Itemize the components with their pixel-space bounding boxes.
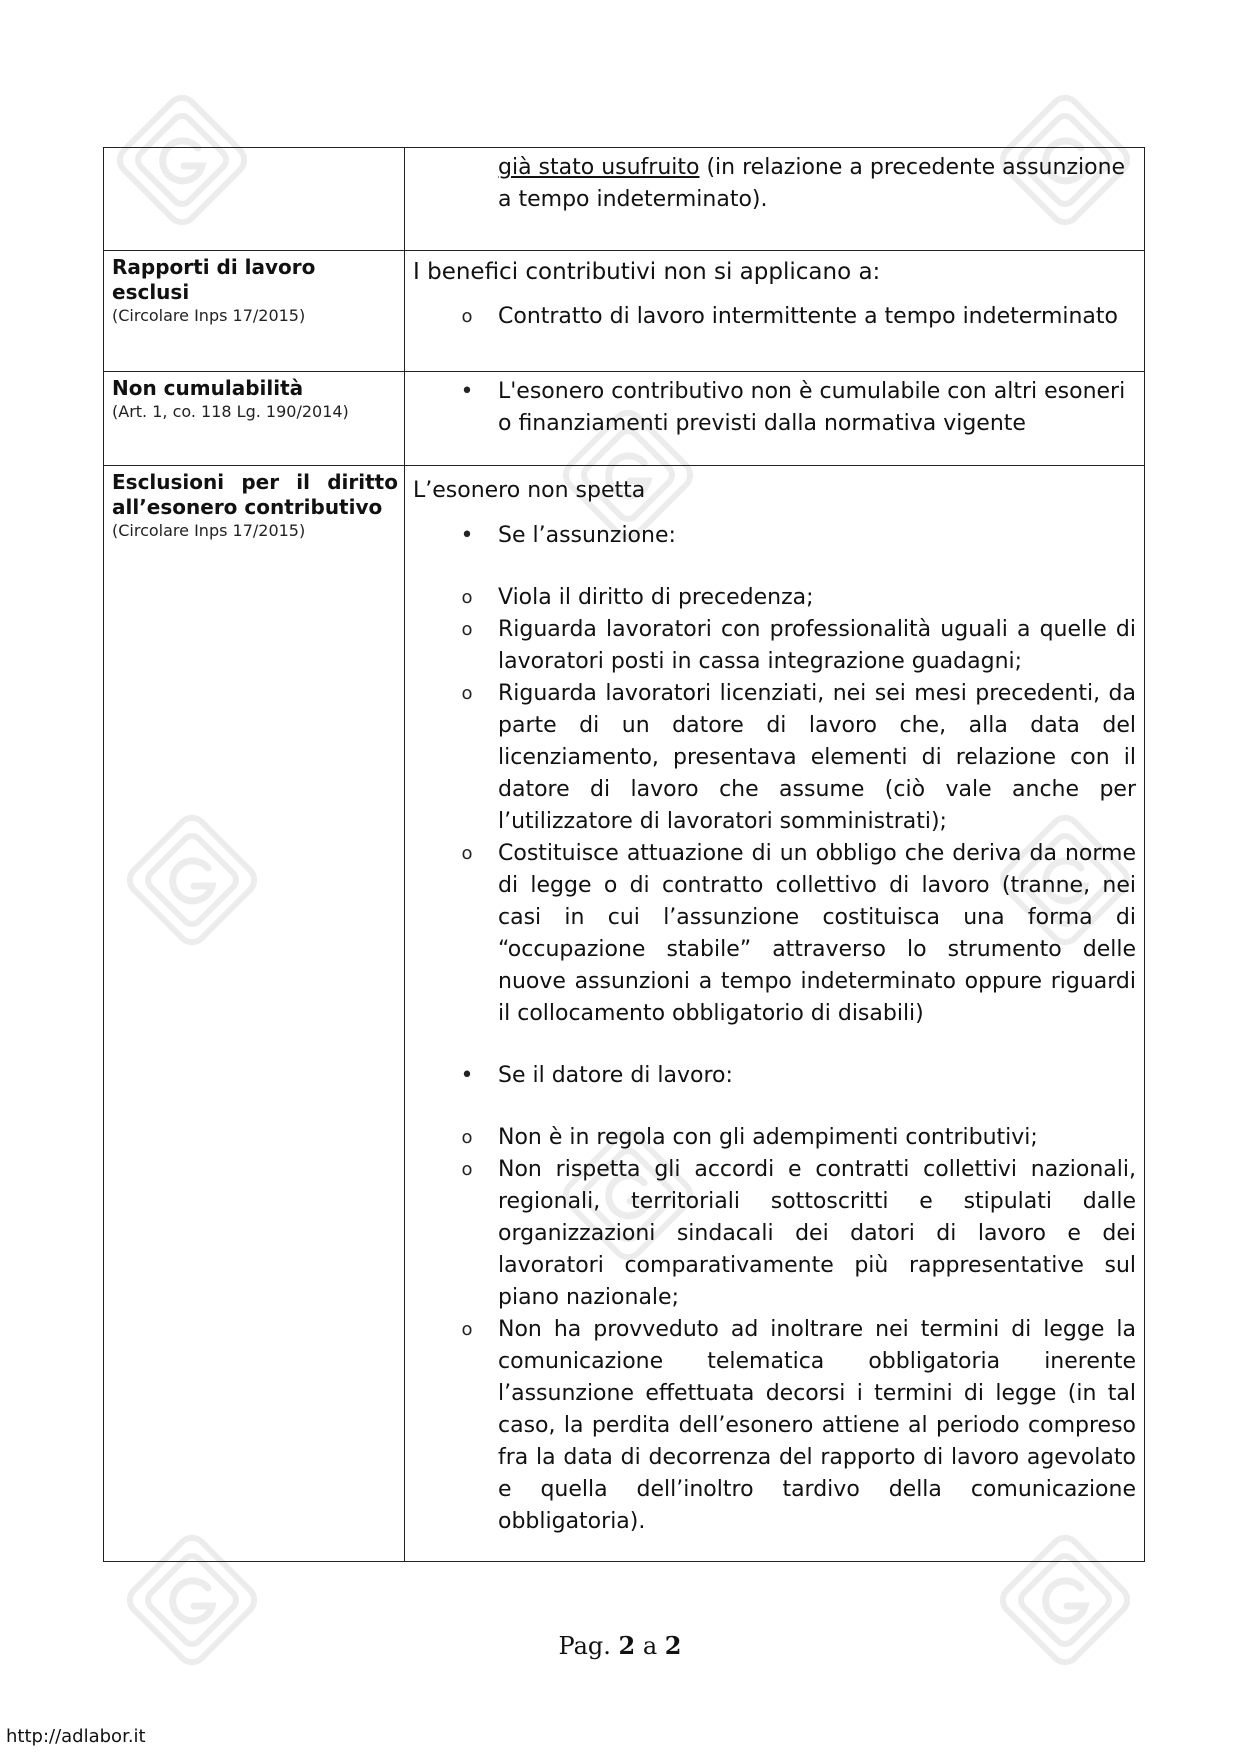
list-item xyxy=(413,582,1136,614)
list-item-text: Viola il diritto di precedenza; xyxy=(498,585,814,610)
list-item-text: Non rispetta gli accordi e contratti collettivi nazionali, regionali, territoriali sottoscritti e stipulati dalle organizzazioni sindacali dei datori di lavoro e dei lavoratori comparativamente più rappresentative sul piano nazionale; xyxy=(498,1157,1136,1310)
list-item xyxy=(413,614,1136,678)
table-row-esclusioni xyxy=(104,466,1145,1562)
empty-label-cell xyxy=(104,148,405,251)
continuation-line-1-rest: (in relazione a precedente assunzione xyxy=(699,155,1126,180)
page-number-current: 2 xyxy=(618,1631,636,1660)
row-intro: L’esonero non spetta xyxy=(413,478,646,503)
row-label-title: Rapporti di lavoro esclusi xyxy=(112,255,316,304)
list-item xyxy=(413,838,1136,1030)
circle-bullet-icon: o xyxy=(461,1127,473,1148)
circle-bullet-icon: o xyxy=(461,587,473,608)
row-label-title: Esclusioni per il diritto all’esonero contributivo xyxy=(112,470,398,519)
row-label-cell xyxy=(104,466,405,1562)
bullet-icon: • xyxy=(460,1063,474,1088)
list-item xyxy=(413,1122,1136,1154)
list-item xyxy=(413,376,1136,440)
page-number-middle: a xyxy=(635,1632,665,1660)
row-intro: I benefici contributivi non si applicano a: xyxy=(413,259,881,285)
page-number-total: 2 xyxy=(664,1631,682,1660)
row-content-cell xyxy=(405,466,1145,1562)
bullet-icon: • xyxy=(460,379,474,404)
circle-bullet-icon: o xyxy=(461,1319,473,1340)
list-item-text: Riguarda lavoratori licenziati, nei sei mesi precedenti, da parte di un datore di lavoro che, alla data del licenziamento, presentava elementi di relazione con il datore di lavoro che assume (ciò vale anche per l’utilizzatore di lavoratori somministrati); xyxy=(498,681,1136,834)
row-label-cell xyxy=(104,251,405,372)
group-heading xyxy=(413,520,1136,552)
row-label-reference: (Circolare Inps 17/2015) xyxy=(112,521,306,540)
row-label-reference: (Circolare Inps 17/2015) xyxy=(112,306,306,325)
row-label-title: Non cumulabilità xyxy=(112,376,304,400)
circle-bullet-icon: o xyxy=(461,619,473,640)
row-label-cell xyxy=(104,372,405,466)
info-table xyxy=(103,147,1145,1562)
page-footer xyxy=(0,1631,1240,1660)
list-item xyxy=(413,678,1136,838)
circle-bullet-icon: o xyxy=(461,306,473,327)
list-item xyxy=(413,1314,1136,1538)
list-item-text: Costituisce attuazione di un obbligo che deriva da norme di legge o di contratto collettivo di lavoro (tranne, nei casi in cui l’assunzione costituisca una forma di “occupazione stabile” attraverso lo strumento delle nuove assunzioni a tempo indeterminato oppure riguardi il collocamento obbligatorio di disabili) xyxy=(498,841,1136,1026)
list-item-text: Non è in regola con gli adempimenti contributivi; xyxy=(498,1125,1038,1150)
list-item xyxy=(413,301,1136,333)
bullet-icon: • xyxy=(460,523,474,548)
row-content-cell xyxy=(405,372,1145,466)
table-row-continuation xyxy=(104,148,1145,251)
underlined-phrase: già stato usufruito xyxy=(498,155,700,180)
list-item-text: L'esonero contributivo non è cumulabile con altri esoneri o finanziamenti previsti dalla normativa vigente xyxy=(498,379,1126,436)
table-row-non-cumulabilita xyxy=(104,372,1145,466)
group-heading xyxy=(413,1060,1136,1092)
circle-bullet-icon: o xyxy=(461,1159,473,1180)
table-row-rapporti-esclusi xyxy=(104,251,1145,372)
continuation-text xyxy=(413,152,1136,216)
group-heading-text: Se l’assunzione: xyxy=(498,523,676,548)
list-item-text: Contratto di lavoro intermittente a tempo indeterminato xyxy=(498,304,1118,329)
site-url: http://adlabor.it xyxy=(6,1726,146,1747)
page-number-prefix: Pag. xyxy=(558,1632,619,1660)
circle-bullet-icon: o xyxy=(461,683,473,704)
list-item xyxy=(413,1154,1136,1314)
list-item-text: Non ha provveduto ad inoltrare nei termini di legge la comunicazione telematica obbligatoria inerente l’assunzione effettuata decorsi i termini di legge (in tal caso, la perdita dell’esonero attiene al periodo compreso fra la data di decorrenza del rapporto di lavoro agevolato e quella dell’inoltro tardivo della comunicazione obbligatoria). xyxy=(498,1317,1136,1534)
list-item-text: Riguarda lavoratori con professionalità uguali a quelle di lavoratori posti in cassa integrazione guadagni; xyxy=(498,617,1136,674)
continuation-cell xyxy=(405,148,1145,251)
continuation-line-2: a tempo indeterminato). xyxy=(498,187,768,212)
continuation-line-1 xyxy=(498,152,1136,184)
row-content-cell xyxy=(405,251,1145,372)
circle-bullet-icon: o xyxy=(461,843,473,864)
row-label-reference: (Art. 1, co. 118 Lg. 190/2014) xyxy=(112,402,349,421)
group-heading-text: Se il datore di lavoro: xyxy=(498,1063,733,1088)
